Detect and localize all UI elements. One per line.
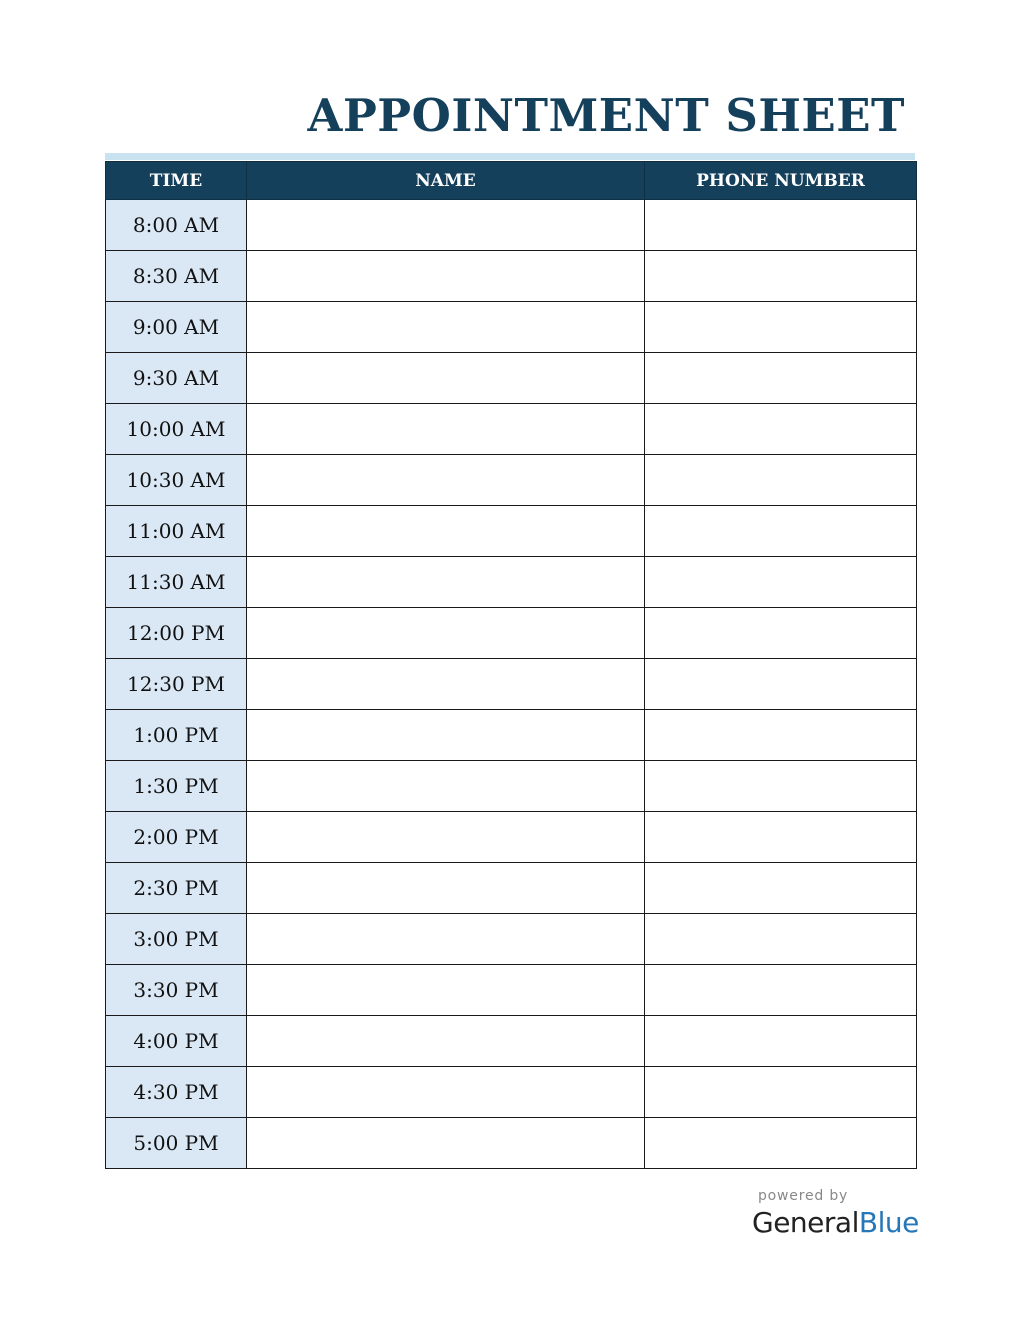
- table-row: [106, 1118, 917, 1169]
- time-slot-cell: 3:00 PM: [106, 914, 247, 965]
- name-cell[interactable]: [247, 1067, 645, 1118]
- phone-number-cell[interactable]: [645, 251, 917, 302]
- name-cell[interactable]: [247, 353, 645, 404]
- name-cell[interactable]: [247, 812, 645, 863]
- name-cell[interactable]: [247, 761, 645, 812]
- table-body: [106, 200, 917, 1169]
- phone-number-cell[interactable]: [645, 353, 917, 404]
- name-cell[interactable]: [247, 557, 645, 608]
- time-slot-cell: 3:30 PM: [106, 965, 247, 1016]
- time-slot-cell: 5:00 PM: [106, 1118, 247, 1169]
- time-slot-cell: 2:30 PM: [106, 863, 247, 914]
- column-header-phone: PHONE NUMBER: [645, 162, 917, 200]
- time-slot-cell: 10:30 AM: [106, 455, 247, 506]
- phone-number-cell[interactable]: [645, 608, 917, 659]
- table-row: [106, 710, 917, 761]
- phone-number-cell[interactable]: [645, 1118, 917, 1169]
- time-slot-cell: 11:00 AM: [106, 506, 247, 557]
- time-slot-cell: 9:30 AM: [106, 353, 247, 404]
- table-row: [106, 353, 917, 404]
- page-title: APPOINTMENT SHEET: [307, 89, 905, 142]
- name-cell[interactable]: [247, 965, 645, 1016]
- time-slot-cell: 11:30 AM: [106, 557, 247, 608]
- name-cell[interactable]: [247, 455, 645, 506]
- table-row: [106, 200, 917, 251]
- time-slot-cell: 1:00 PM: [106, 710, 247, 761]
- table-row: [106, 863, 917, 914]
- name-cell[interactable]: [247, 251, 645, 302]
- name-cell[interactable]: [247, 1016, 645, 1067]
- table-row: [106, 455, 917, 506]
- time-slot-cell: 9:00 AM: [106, 302, 247, 353]
- phone-number-cell[interactable]: [645, 455, 917, 506]
- phone-number-cell[interactable]: [645, 302, 917, 353]
- phone-number-cell[interactable]: [645, 200, 917, 251]
- table-row: [106, 557, 917, 608]
- phone-number-cell[interactable]: [645, 914, 917, 965]
- name-cell[interactable]: [247, 863, 645, 914]
- table-row: [106, 914, 917, 965]
- phone-number-cell[interactable]: [645, 557, 917, 608]
- table-row: [106, 761, 917, 812]
- table-row: [106, 812, 917, 863]
- table-header-row: [106, 162, 917, 200]
- time-slot-cell: 12:30 PM: [106, 659, 247, 710]
- phone-number-cell[interactable]: [645, 506, 917, 557]
- time-slot-cell: 12:00 PM: [106, 608, 247, 659]
- table-row: [106, 965, 917, 1016]
- phone-number-cell[interactable]: [645, 761, 917, 812]
- appointment-table: [105, 161, 917, 1169]
- time-slot-cell: 2:00 PM: [106, 812, 247, 863]
- table-row: [106, 1016, 917, 1067]
- table-row: [106, 251, 917, 302]
- column-header-time: TIME: [106, 162, 247, 200]
- name-cell[interactable]: [247, 1118, 645, 1169]
- name-cell[interactable]: [247, 914, 645, 965]
- table-row: [106, 404, 917, 455]
- name-cell[interactable]: [247, 404, 645, 455]
- phone-number-cell[interactable]: [645, 1067, 917, 1118]
- title-accent-bar: [105, 153, 915, 160]
- phone-number-cell[interactable]: [645, 863, 917, 914]
- phone-number-cell[interactable]: [645, 404, 917, 455]
- table-row: [106, 659, 917, 710]
- name-cell[interactable]: [247, 710, 645, 761]
- time-slot-cell: 8:00 AM: [106, 200, 247, 251]
- phone-number-cell[interactable]: [645, 965, 917, 1016]
- time-slot-cell: 4:30 PM: [106, 1067, 247, 1118]
- table-row: [106, 608, 917, 659]
- time-slot-cell: 8:30 AM: [106, 251, 247, 302]
- name-cell[interactable]: [247, 608, 645, 659]
- phone-number-cell[interactable]: [645, 710, 917, 761]
- phone-number-cell[interactable]: [645, 812, 917, 863]
- phone-number-cell[interactable]: [645, 659, 917, 710]
- name-cell[interactable]: [247, 506, 645, 557]
- name-cell[interactable]: [247, 302, 645, 353]
- table-row: [106, 302, 917, 353]
- brand-logo: [752, 1206, 919, 1239]
- time-slot-cell: 4:00 PM: [106, 1016, 247, 1067]
- powered-by-label: powered by: [758, 1188, 849, 1204]
- time-slot-cell: 1:30 PM: [106, 761, 247, 812]
- name-cell[interactable]: [247, 200, 645, 251]
- brand-logo-blue: Blue: [858, 1206, 919, 1239]
- table-row: [106, 506, 917, 557]
- table-row: [106, 1067, 917, 1118]
- brand-logo-general: General: [752, 1206, 859, 1239]
- phone-number-cell[interactable]: [645, 1016, 917, 1067]
- name-cell[interactable]: [247, 659, 645, 710]
- time-slot-cell: 10:00 AM: [106, 404, 247, 455]
- column-header-name: NAME: [247, 162, 645, 200]
